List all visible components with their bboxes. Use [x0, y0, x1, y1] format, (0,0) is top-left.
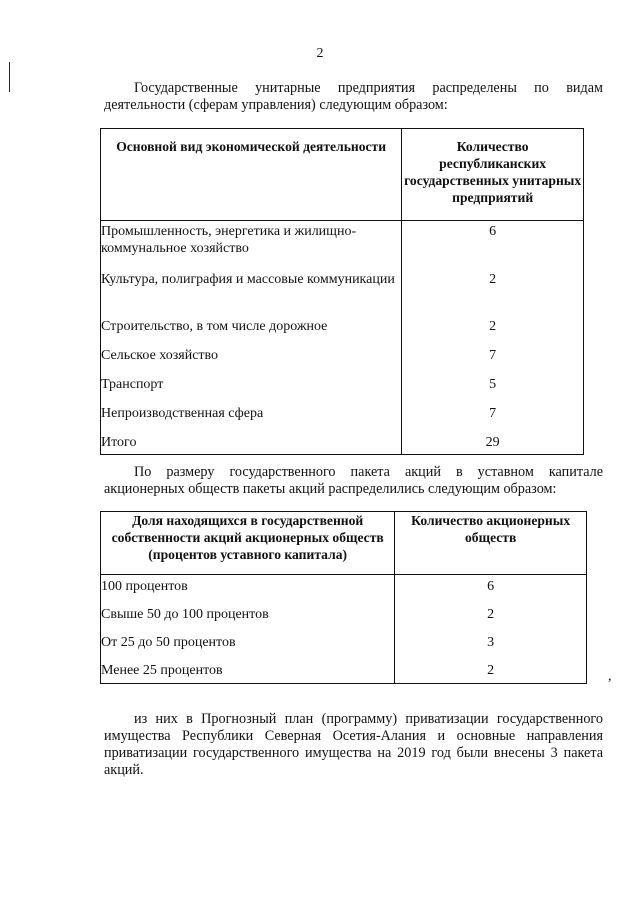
table-row [101, 346, 584, 375]
row-value: 6 [395, 575, 587, 606]
shares-intro-text: По размеру государственного пакета акций в уставном капитале акционерных обществ пакеты акций распределились следующим образом: [104, 464, 603, 497]
table-row [101, 270, 584, 317]
shares-intro-paragraph [104, 464, 603, 498]
row-value: 2 [402, 317, 584, 346]
table-row [101, 221, 584, 271]
row-name: Итого [101, 433, 402, 455]
table-row [101, 605, 587, 633]
table-row [101, 317, 584, 346]
page-number: 2 [316, 46, 324, 61]
enterprises-table [100, 128, 584, 455]
margin-mark [9, 62, 10, 92]
table-header-row [101, 129, 584, 221]
row-name: От 25 до 50 процентов [101, 633, 395, 661]
row-value: 3 [395, 633, 587, 661]
row-name: Менее 25 процентов [101, 661, 395, 684]
table-row [101, 404, 584, 433]
shares-table [100, 511, 587, 684]
conclusion-text: из них в Прогнозный план (программу) приватизации государственного имущества Республики Северная Осетия-Алания и основные направления приватизации государственного имущества на 2019 год были внесены 3 пакета акций. [104, 711, 603, 778]
row-value: 2 [402, 270, 584, 317]
table-row [101, 575, 587, 606]
row-value: 29 [402, 433, 584, 455]
row-name: 100 процентов [101, 575, 395, 606]
table-row-total [101, 433, 584, 455]
conclusion-paragraph [104, 711, 603, 779]
row-value: 2 [395, 605, 587, 633]
row-name: Непроизводственная сфера [101, 404, 402, 433]
row-name: Транспорт [101, 375, 402, 404]
table-row [101, 661, 587, 684]
trailing-comma: , [608, 669, 612, 684]
row-name: Промышленность, энергетика и жилищно-коммунальное хозяйство [101, 221, 402, 271]
row-value: 6 [402, 221, 584, 271]
column-header-count: Количество республиканских государственных унитарных предприятий [402, 129, 584, 221]
row-name: Культура, полиграфия и массовые коммуникации [101, 270, 402, 317]
column-header-companies: Количество акционерных обществ [395, 512, 587, 575]
row-value: 2 [395, 661, 587, 684]
row-name: Сельское хозяйство [101, 346, 402, 375]
column-header-share: Доля находящихся в государственной собственности акций акционерных обществ (процентов уставного капитала) [101, 512, 395, 575]
intro-text: Государственные унитарные предприятия распределены по видам деятельности (сферам управления) следующим образом: [104, 80, 603, 113]
table-row [101, 375, 584, 404]
row-name: Свыше 50 до 100 процентов [101, 605, 395, 633]
row-value: 7 [402, 346, 584, 375]
row-value: 5 [402, 375, 584, 404]
row-name: Строительство, в том числе дорожное [101, 317, 402, 346]
row-value: 7 [402, 404, 584, 433]
table-row [101, 633, 587, 661]
table-header-row [101, 512, 587, 575]
column-header-activity: Основной вид экономической деятельности [101, 129, 402, 221]
intro-paragraph [104, 80, 603, 114]
